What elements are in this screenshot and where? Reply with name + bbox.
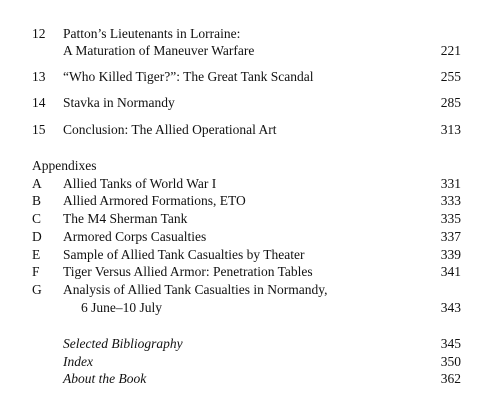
appendix-title: Allied Armored Formations, ETO bbox=[63, 193, 246, 208]
toc-entry-appendix-b bbox=[0, 193, 492, 209]
toc-entry-appendix-c bbox=[0, 211, 492, 227]
toc-entry-chapter-13 bbox=[0, 69, 492, 85]
page-number: 341 bbox=[440, 264, 461, 279]
toc-entry-about-the-book bbox=[0, 371, 492, 387]
toc-entry-chapter-14 bbox=[0, 95, 492, 111]
appendixes-heading: Appendixes bbox=[32, 158, 97, 173]
page-number: 333 bbox=[440, 193, 461, 208]
page-number: 343 bbox=[440, 300, 461, 315]
chapter-number: 15 bbox=[32, 122, 46, 137]
appendix-title: Armored Corps Casualties bbox=[63, 229, 207, 244]
appendix-title: Tiger Versus Allied Armor: Penetration Tables bbox=[63, 264, 313, 279]
page-number: 313 bbox=[440, 122, 461, 137]
chapter-title: Stavka in Normandy bbox=[63, 95, 175, 110]
page-number: 255 bbox=[440, 69, 461, 84]
appendix-letter: C bbox=[32, 211, 42, 226]
toc-entry-chapter-15 bbox=[0, 122, 492, 138]
page-number: 362 bbox=[440, 371, 461, 386]
toc-entry-appendix-a bbox=[0, 176, 492, 192]
appendix-letter: E bbox=[32, 247, 41, 262]
chapter-title: Patton’s Lieutenants in Lorraine: bbox=[63, 26, 241, 41]
appendix-letter: B bbox=[32, 193, 42, 208]
appendix-letter: A bbox=[32, 176, 42, 191]
appendix-title: Sample of Allied Tank Casualties by Theater bbox=[63, 247, 305, 262]
appendix-letter: F bbox=[32, 264, 40, 279]
toc-entry-appendix-g-cont bbox=[0, 300, 492, 316]
chapter-title-continuation: A Maturation of Maneuver Warfare bbox=[63, 43, 255, 58]
toc-entry-appendix-f bbox=[0, 264, 492, 280]
chapter-title: Conclusion: The Allied Operational Art bbox=[63, 122, 277, 137]
chapter-number: 13 bbox=[32, 69, 46, 84]
toc-entry-chapter-12 bbox=[0, 26, 492, 42]
back-matter-title: About the Book bbox=[63, 371, 147, 386]
back-matter-title: Selected Bibliography bbox=[63, 336, 183, 351]
page-number: 345 bbox=[440, 336, 461, 351]
page-number: 350 bbox=[440, 354, 461, 369]
appendix-title: The M4 Sherman Tank bbox=[63, 211, 188, 226]
appendix-title: Analysis of Allied Tank Casualties in Normandy, bbox=[63, 282, 328, 297]
page-number: 335 bbox=[440, 211, 461, 226]
toc-entry-appendix-g bbox=[0, 282, 492, 298]
chapter-title: “Who Killed Tiger?”: The Great Tank Scandal bbox=[63, 69, 314, 84]
page-number: 337 bbox=[440, 229, 461, 244]
appendix-letter: D bbox=[32, 229, 42, 244]
back-matter-title: Index bbox=[63, 354, 93, 369]
toc-entry-bibliography bbox=[0, 336, 492, 352]
toc-entry-appendix-e bbox=[0, 247, 492, 263]
appendix-letter: G bbox=[32, 282, 42, 297]
appendixes-heading-line bbox=[0, 158, 492, 174]
toc-entry-index bbox=[0, 354, 492, 370]
page-number: 285 bbox=[440, 95, 461, 110]
chapter-number: 14 bbox=[32, 95, 46, 110]
chapter-number: 12 bbox=[32, 26, 46, 41]
toc-entry-chapter-12-cont bbox=[0, 43, 492, 59]
page-number: 339 bbox=[440, 247, 461, 262]
appendix-title-continuation: 6 June–10 July bbox=[81, 300, 162, 315]
appendix-title: Allied Tanks of World War I bbox=[63, 176, 217, 191]
page-number: 331 bbox=[440, 176, 461, 191]
page-number: 221 bbox=[440, 43, 461, 58]
toc-entry-appendix-d bbox=[0, 229, 492, 245]
